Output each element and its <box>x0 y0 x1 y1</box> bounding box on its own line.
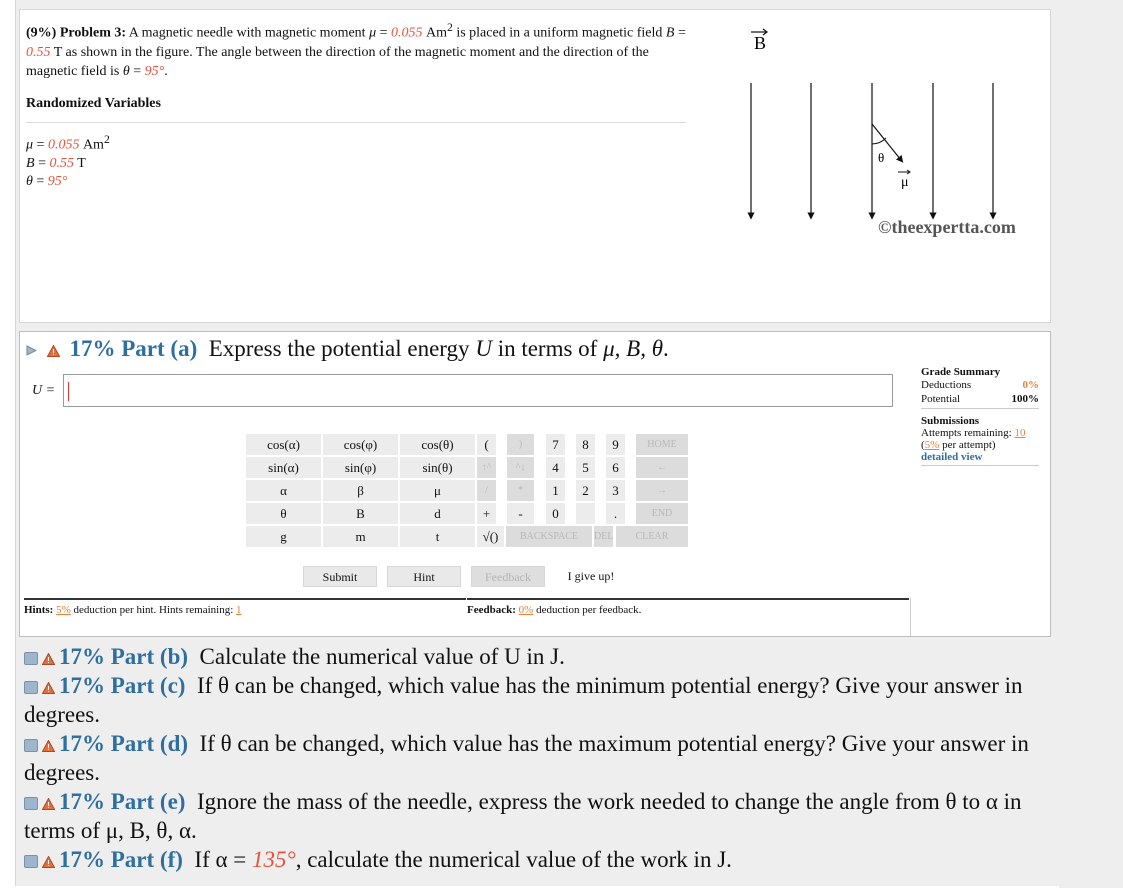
keypad-key[interactable]: + <box>477 503 496 524</box>
deductions-row <box>921 378 1039 392</box>
keypad-key[interactable]: 9 <box>606 434 625 455</box>
u-symbol: U <box>475 336 492 361</box>
problem-text-part: A magnetic needle with magnetic moment <box>128 25 370 41</box>
keypad-key[interactable]: t <box>400 526 475 547</box>
mu-value: 0.055 <box>391 25 423 41</box>
period: . <box>164 63 168 79</box>
right-gutter <box>1059 0 1123 888</box>
part-a-prompt-2: in terms of <box>491 336 604 361</box>
part-percent: 17% Part (b) <box>59 644 189 669</box>
per-attempt-pct: 5% <box>924 439 940 451</box>
keypad-key[interactable]: ^↓ <box>507 457 534 478</box>
keypad-key[interactable]: 5 <box>576 457 595 478</box>
keypad-icon[interactable] <box>24 652 38 665</box>
text-caret <box>68 382 69 401</box>
warning-icon <box>42 740 55 752</box>
b-symbol: B <box>665 25 675 41</box>
keypad-key[interactable]: β <box>323 480 398 501</box>
randomized-variables-title: Randomized Variables <box>26 96 161 111</box>
divider <box>921 465 1039 466</box>
mu-label: μ <box>901 175 909 190</box>
give-up-button[interactable]: I give up! <box>554 566 628 587</box>
warning-icon <box>47 345 60 357</box>
attempts-label: Attempts remaining: <box>921 427 1015 439</box>
hints-label: Hints: <box>24 604 54 616</box>
keypad-key[interactable]: 2 <box>576 480 595 501</box>
keypad-key[interactable]: 0 <box>546 503 565 524</box>
alpha-value: 135° <box>252 847 296 872</box>
magnetic-moment-vector <box>872 124 901 160</box>
var-value: 95° <box>47 173 68 189</box>
b-field-label: B <box>754 33 767 53</box>
keypad-key[interactable]: ← <box>636 457 688 478</box>
keypad-key[interactable]: sin(α) <box>246 457 321 478</box>
attempts-row <box>921 427 1039 439</box>
keypad-key[interactable] <box>576 503 595 524</box>
keypad-key[interactable]: . <box>606 503 625 524</box>
part-a-title <box>26 336 669 362</box>
mu-symbol: μ <box>369 25 377 41</box>
part-percent: 17% Part (c) <box>59 673 186 698</box>
part-a-percent: 17% Part (a) <box>69 336 198 361</box>
part-a-prompt: Express the potential energy <box>208 336 476 361</box>
part-row[interactable] <box>24 787 1054 845</box>
divider <box>921 408 1039 409</box>
keypad-key[interactable]: 4 <box>546 457 565 478</box>
period: . <box>663 336 669 361</box>
keypad-key[interactable]: d <box>400 503 475 524</box>
part-text: , calculate the numerical value of the work in J. <box>295 847 732 872</box>
keypad-key[interactable]: 1 <box>546 480 565 501</box>
part-row[interactable] <box>24 729 1054 787</box>
problem-statement-box <box>19 9 1051 323</box>
per-attempt-row: (5% per attempt) <box>921 439 996 451</box>
keypad-key[interactable]: m <box>323 526 398 547</box>
feedback-pct[interactable]: 0% <box>518 604 534 616</box>
keypad-key[interactable]: g <box>246 526 321 547</box>
var-value: 0.55 <box>49 155 74 171</box>
randomized-variables-list <box>26 131 110 191</box>
attempts-value: 10 <box>1014 427 1026 439</box>
part-percent: 17% Part (f) <box>59 847 183 872</box>
hints-pct[interactable]: 5% <box>56 604 71 616</box>
deductions-label: Deductions <box>921 379 972 391</box>
hints-remaining: 1 <box>236 604 242 616</box>
keypad-key[interactable]: HOME <box>636 434 688 455</box>
keypad-key[interactable]: → <box>636 480 688 501</box>
hints-bar <box>24 598 466 616</box>
part-row[interactable] <box>24 642 1054 671</box>
keypad-key[interactable]: cos(α) <box>246 434 321 455</box>
superscript: 2 <box>103 133 110 146</box>
keypad-icon[interactable] <box>24 681 38 694</box>
problem-text-part: is placed in a uniform magnetic field <box>452 25 666 41</box>
part-row[interactable] <box>24 671 1054 729</box>
magnetic-field-figure <box>726 20 1046 250</box>
problem-text-part: T as shown in the figure. The angle between the direction of the magnetic moment and the direction of the magnetic field is <box>26 44 649 79</box>
keypad-key[interactable]: / <box>477 480 496 501</box>
feedback-label: Feedback: <box>467 604 516 616</box>
warning-icon <box>42 682 55 694</box>
answer-input[interactable] <box>63 374 893 407</box>
part-text: If α = <box>194 847 252 872</box>
problem-text <box>26 18 686 81</box>
theta-label: θ <box>878 150 885 165</box>
keypad-key[interactable]: 6 <box>606 457 625 478</box>
var-unit: Am <box>79 137 104 153</box>
keypad-key[interactable]: BACKSPACE <box>506 526 592 547</box>
mu-unit: Am <box>422 25 447 41</box>
potential-label: Potential <box>921 393 961 405</box>
grade-summary-title: Grade Summary <box>921 366 1001 378</box>
var-symbol: μ <box>26 137 34 153</box>
keypad-key[interactable]: END <box>636 503 688 524</box>
theta-symbol: θ <box>122 63 130 79</box>
feedback-button[interactable]: Feedback <box>471 566 545 587</box>
potential-value: 100% <box>1011 393 1039 405</box>
var-symbol: θ <box>26 173 33 189</box>
detailed-view-link[interactable]: detailed view <box>921 451 983 463</box>
per-attempt-text: per attempt) <box>939 439 996 451</box>
part-row[interactable] <box>24 845 1054 874</box>
keypad-key[interactable]: ( <box>477 434 496 455</box>
part-a-box <box>19 331 1051 637</box>
keypad-key[interactable]: θ <box>246 503 321 524</box>
keypad-icon[interactable] <box>24 797 38 810</box>
keypad-icon[interactable] <box>24 739 38 752</box>
potential-row <box>921 392 1039 406</box>
variable-row: B = 0.55 T <box>26 155 86 171</box>
keypad-icon[interactable] <box>24 855 38 868</box>
grade-summary <box>921 366 1039 472</box>
keypad-key[interactable]: CLEAR <box>616 526 688 547</box>
keypad-key[interactable]: DEL <box>594 526 613 547</box>
keypad-key[interactable]: sin(θ) <box>400 457 475 478</box>
divider <box>26 122 686 123</box>
keypad-key[interactable]: sin(φ) <box>323 457 398 478</box>
other-parts-list <box>24 642 1054 874</box>
answer-label: U = <box>32 383 56 398</box>
part-text: Calculate the numerical value of U in J. <box>199 644 565 669</box>
keypad-key[interactable]: 8 <box>576 434 595 455</box>
var-symbol: B <box>26 155 35 171</box>
part-percent: 17% Part (d) <box>59 731 189 756</box>
submissions-title: Submissions <box>921 415 980 427</box>
var-value: 0.055 <box>47 137 80 153</box>
part-text: Ignore the mass of the needle, express the work needed to change the angle from θ to α in terms of μ, B, θ, α. <box>24 789 1022 843</box>
keypad-key[interactable]: 3 <box>606 480 625 501</box>
equals: = <box>376 25 391 41</box>
feedback-text: deduction per feedback. <box>533 604 642 616</box>
part-a-vars: μ, B, θ <box>603 336 663 361</box>
keypad-key[interactable]: cos(φ) <box>323 434 398 455</box>
keypad-key[interactable]: ↑^ <box>477 457 496 478</box>
var-unit: T <box>73 155 86 171</box>
warning-icon <box>42 798 55 810</box>
problem-weight: (9%) <box>26 25 57 41</box>
warning-icon <box>42 856 55 868</box>
warning-icon <box>42 653 55 665</box>
submit-button[interactable]: Submit <box>303 566 377 587</box>
variable-row: θ = 95° <box>26 173 68 189</box>
keypad-key[interactable]: cos(θ) <box>400 434 475 455</box>
keypad-key[interactable]: μ <box>400 480 475 501</box>
part-text: If θ can be changed, which value has the maximum potential energy? Give your answer in degrees. <box>24 731 1029 785</box>
hints-text: deduction per hint. Hints remaining: <box>70 604 237 616</box>
theta-value: 95° <box>144 63 165 79</box>
part-percent: 17% Part (e) <box>59 789 186 814</box>
part-text: If θ can be changed, which value has the minimum potential energy? Give your answer in degrees. <box>24 673 1023 727</box>
b-value: 0.55 <box>26 44 51 60</box>
divider <box>910 598 911 636</box>
hint-button[interactable]: Hint <box>387 566 461 587</box>
keypad-key[interactable]: * <box>507 480 534 501</box>
keypad-key[interactable]: ) <box>507 434 534 455</box>
play-icon[interactable] <box>26 345 37 356</box>
equals: = <box>129 63 145 79</box>
watermark: ©theexpertta.com <box>878 217 1016 237</box>
variable-row: μ = 0.055 Am$^2$ <box>26 133 110 153</box>
keypad-key[interactable]: α <box>246 480 321 501</box>
problem-label: Problem 3: <box>59 25 127 41</box>
feedback-bar <box>467 598 909 616</box>
keypad-key[interactable]: 7 <box>546 434 565 455</box>
equals: = <box>674 25 686 41</box>
keypad-key[interactable]: B <box>323 503 398 524</box>
deductions-value: 0% <box>1022 379 1039 391</box>
keypad-key[interactable]: √() <box>477 526 504 547</box>
superscript: 2 <box>447 21 453 34</box>
keypad-key[interactable]: - <box>507 503 534 524</box>
